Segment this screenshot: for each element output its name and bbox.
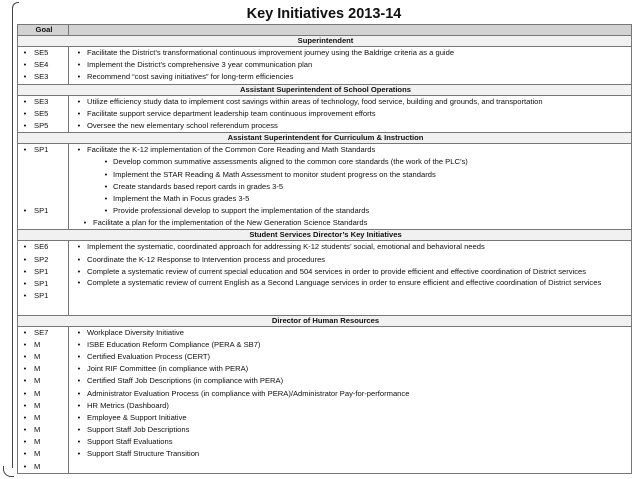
section-body-superintendent	[18, 47, 632, 85]
goal-code: SE5	[34, 48, 49, 57]
page-title: Key Initiatives 2013-14	[246, 6, 402, 22]
initiative-item: Support Staff Job Descriptions	[87, 425, 190, 435]
section-body-school-operations	[18, 95, 632, 133]
section-body-human-resources	[18, 326, 632, 473]
initiative-item: Joint RIF Committee (in compliance with PERA)	[87, 364, 249, 374]
goal-cell: • SP1 • SP1	[18, 144, 69, 230]
goal-code: SE4	[34, 60, 49, 70]
initiative-item: Coordinate the K-12 Response to Intervention process and procedures	[87, 254, 326, 264]
initiative-item: Certified Staff Job Descriptions (in compliance with PERA)	[87, 376, 284, 386]
section-header-row	[18, 36, 632, 47]
initiative-item: Employee & Support Initiative	[87, 412, 187, 422]
initiative-item: Complete a systematic review of current special education and 504 services in order to provide efficient and effective coordination of District services	[87, 266, 587, 276]
initiative-item: Support Staff Evaluations	[87, 437, 173, 447]
section-title-student-services: Student Services Director’s Key Initiatives	[18, 230, 632, 241]
initiative-column-header	[69, 25, 632, 36]
sub-initiative-item: Develop common summative assessments aligned to the common core standards (the work of the PLC’s)	[113, 157, 468, 167]
goal-code: SP1	[34, 279, 49, 288]
initiative-item: Support Staff Structure Transition	[87, 449, 200, 459]
initiative-cell: • Utilize efficiency study data to implement cost savings within areas of technology, food service, building and grounds, and transportation • Facilitate support service department leadership team continuous improvement efforts • Oversee the new elementary school referendum process	[69, 95, 632, 133]
sub-initiative-item: Provide professional develop to support the implementation of the standards	[113, 206, 370, 216]
initiative-item: Facilitate the K-12 implementation of the Common Core Reading and Math Standards	[87, 145, 376, 155]
left-bracket-line	[12, 10, 13, 468]
goal-code: M	[34, 412, 41, 422]
goal-code: M	[34, 400, 41, 410]
section-header-row	[18, 84, 632, 95]
section-title-curriculum-instruction: Assistant Superintendent for Curriculum & Instruction	[18, 133, 632, 144]
goal-code: SP1	[34, 206, 49, 216]
goal-code: SP1	[34, 145, 49, 155]
initiative-item: Complete a systematic review of current English as a Second Language services in order to ensure efficient and effective coordination of District services	[87, 277, 602, 287]
initiative-cell: • Facilitate the K-12 implementation of the Common Core Reading and Math Standards • Develop common summative assessments aligned to the common core standards (the work of the PLC’s) • Implement the STAR Reading & Math Assessment to monitor student progress on the standards • Create standards based report cards in grades 3-5 • Implement the Math in Focus grades 3-5 • Provide professional develop to support the implementation of the standards • Facilitate a plan for the implementation of the New Generation Science Standards	[69, 144, 632, 230]
goal-cell: • SE5 • SE4 • SE3	[18, 47, 69, 85]
goal-code: SE3	[34, 96, 49, 106]
sub-initiative-item: Implement the Math in Focus grades 3-5	[113, 193, 250, 203]
goal-code: M	[34, 351, 41, 361]
sub-initiative-item: Create standards based report cards in grades 3-5	[113, 181, 284, 191]
goal-cell: • SE3 • SE5 • SP5	[18, 95, 69, 133]
left-bracket-bottom	[3, 466, 14, 477]
goal-code: M	[34, 376, 41, 386]
goal-code: M	[34, 388, 41, 398]
document	[17, 4, 631, 474]
goal-code: SE6	[34, 242, 49, 252]
goal-code: SP5	[34, 120, 49, 130]
initiative-cell: • Workplace Diversity Initiative • ISBE Education Reform Compliance (PERA & SB7) • Certified Evaluation Process (CERT) • Joint RIF Committee (in compliance with PERA) • Certified Staff Job Descriptions (in compliance with PERA) • Administrator Evaluation Process (in compliance with PERA)/Administrator Pay-for-performance • HR Metrics (Dashboard) • Employee & Support Initiative • Support Staff Job Descriptions • Support Staff Evaluations • Support Staff Structure Transition	[69, 326, 632, 473]
section-body-student-services	[18, 241, 632, 315]
goal-code: SE5	[34, 108, 49, 118]
section-header-row	[18, 315, 632, 326]
sub-initiative-item: Implement the STAR Reading & Math Assessment to monitor student progress on the standards	[113, 169, 436, 179]
initiative-item: Utilize efficiency study data to implement cost savings within areas of technology, food service, building and grounds, and transportation	[87, 96, 543, 106]
initiative-item: Facilitate the District’s transformational continuous improvement journey using the Baldrige criteria as a guide	[87, 48, 455, 57]
initiative-cell: • Implement the systematic, coordinated approach for addressing K-12 students’ social, emotional and behavioral needs • Coordinate the K-12 Response to Intervention process and procedures • Complete a systematic review of current special education and 504 services in order to provide efficient and effective coordination of District services • Complete a systematic review of current English as a Second Language services in order to ensure efficient and effective coordination of District services	[69, 241, 632, 315]
initiatives-table	[17, 24, 632, 474]
goal-code: SP2	[34, 254, 49, 264]
initiative-item: Oversee the new elementary school referendum process	[87, 120, 278, 130]
initiative-item: Recommend “cost saving initiatives” for long-term efficiencies	[87, 72, 294, 82]
goal-code: SP1	[34, 291, 49, 301]
initiative-item: Workplace Diversity Initiative	[87, 327, 184, 337]
section-header-row	[18, 133, 632, 144]
goal-cell: • SE7 • M • M • M • M • M • M • M • M • M • M • M	[18, 326, 69, 473]
goal-cell: • SE6 • SP2 • SP1 • SP1 • SP1	[18, 241, 69, 315]
goal-code: SE3	[34, 72, 49, 82]
initiative-item: Administrator Evaluation Process (in compliance with PERA)/Administrator Pay-for-performance	[87, 388, 410, 398]
initiative-item: Certified Evaluation Process (CERT)	[87, 351, 211, 361]
goal-code: M	[34, 437, 41, 447]
goal-code: M	[34, 425, 41, 435]
initiative-item: HR Metrics (Dashboard)	[87, 400, 169, 410]
goal-code: SE7	[34, 327, 49, 337]
section-body-curriculum-instruction	[18, 144, 632, 230]
initiative-item: Implement the District’s comprehensive 3 year communication plan	[87, 60, 313, 70]
goal-code: M	[34, 461, 41, 471]
initiative-item: Facilitate a plan for the implementation of the New Generation Science Standards	[93, 218, 368, 228]
table-header-row	[18, 25, 632, 36]
initiative-item: ISBE Education Reform Compliance (PERA & SB7)	[87, 339, 261, 349]
section-title-school-operations: Assistant Superintendent of School Operations	[18, 84, 632, 95]
goal-code: SP1	[34, 266, 49, 276]
initiative-item: Implement the systematic, coordinated approach for addressing K-12 students’ social, emotional and behavioral needs	[87, 242, 485, 252]
initiative-cell: • Facilitate the District’s transformational continuous improvement journey using the Baldrige criteria as a guide • Implement the District’s comprehensive 3 year communication plan • Recommend “cost saving initiatives” for long-term efficiencies	[69, 47, 632, 85]
section-header-row	[18, 230, 632, 241]
goal-code: M	[34, 339, 41, 349]
initiative-item: Facilitate support service department leadership team continuous improvement efforts	[87, 108, 376, 118]
goal-column-header: Goal	[18, 25, 69, 36]
section-title-superintendent: Superintendent	[18, 36, 632, 47]
section-title-human-resources: Director of Human Resources	[18, 315, 632, 326]
goal-code: M	[34, 364, 41, 374]
goal-code: M	[34, 449, 41, 459]
